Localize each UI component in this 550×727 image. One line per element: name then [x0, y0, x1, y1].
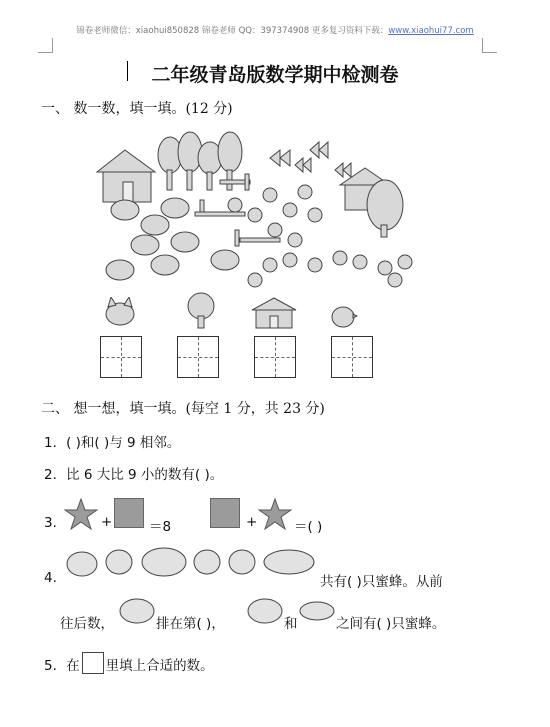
question-5-text-b: 里填上合适的数。 [105, 658, 214, 674]
question-5 [44, 652, 214, 674]
question-2: 2．比 6 大比 9 小的数有( )。 [44, 467, 224, 483]
header-link[interactable]: www.xiaohui77.com [388, 26, 474, 36]
answer-box-trees[interactable] [177, 336, 219, 378]
question-4-text-1: 共有( )只蜜蜂。从前 [320, 574, 443, 590]
q3-plus-2: + [246, 514, 258, 530]
answer-box-houses[interactable] [254, 336, 296, 378]
question-3-number: 3. [44, 515, 57, 531]
blank-box-icon [82, 652, 104, 674]
question-4-text-2d: 之间有( )只蜜蜂。 [336, 616, 446, 632]
answer-box-cats[interactable] [100, 336, 142, 378]
horse-icon [264, 550, 314, 574]
question-4-text-2b: 排在第( )， [156, 616, 225, 632]
square-icon [114, 498, 144, 528]
bee-icon [106, 550, 132, 574]
question-1: 1．( )和( )与 9 相邻。 [44, 435, 181, 451]
section1-heading: 一、 数一数，填一填。(12 分) [41, 101, 233, 117]
animal-row-image [64, 540, 320, 582]
house-icon [250, 296, 298, 330]
square-icon-2 [210, 498, 240, 528]
star-icon-2 [258, 498, 292, 530]
bee-icon-3 [229, 550, 255, 574]
question-4-text-2a: 往后数， [60, 616, 114, 632]
q3-equals-8: ＝8 [149, 519, 172, 535]
question-5-text-a: 5．在 [44, 658, 80, 674]
cat-icon [103, 297, 137, 327]
chick-icon [328, 302, 358, 330]
star-icon [64, 498, 98, 530]
section2-heading: 二、 想一想，填一填。(每空 1 分，共 23 分) [41, 401, 325, 417]
page-title: 二年级青岛版数学期中检测卷 [151, 64, 399, 86]
question-4-text-2c: 和 [284, 616, 298, 632]
q3-equals-blank: ＝( ) [294, 519, 323, 535]
sheep-icon-small-2 [246, 596, 284, 626]
bee-icon-2 [194, 550, 220, 574]
goat-icon [67, 552, 97, 576]
header-text: 锦卷老师微信：xiaohui850828 锦卷老师 QQ：3973749​08 更多复习资料下载： [76, 26, 389, 36]
question-4-number: 4. [44, 570, 57, 586]
tree-icon [186, 292, 216, 330]
corner-mark-left [38, 38, 53, 53]
q3-plus-1: + [101, 514, 113, 530]
page-header [0, 24, 550, 36]
corner-mark-right [482, 38, 497, 53]
answer-box-chicks[interactable] [331, 336, 373, 378]
sheep-icon [142, 548, 186, 576]
counting-scene-image [95, 130, 425, 295]
sheep-icon-small [118, 596, 156, 626]
horse-icon-small [298, 597, 336, 625]
